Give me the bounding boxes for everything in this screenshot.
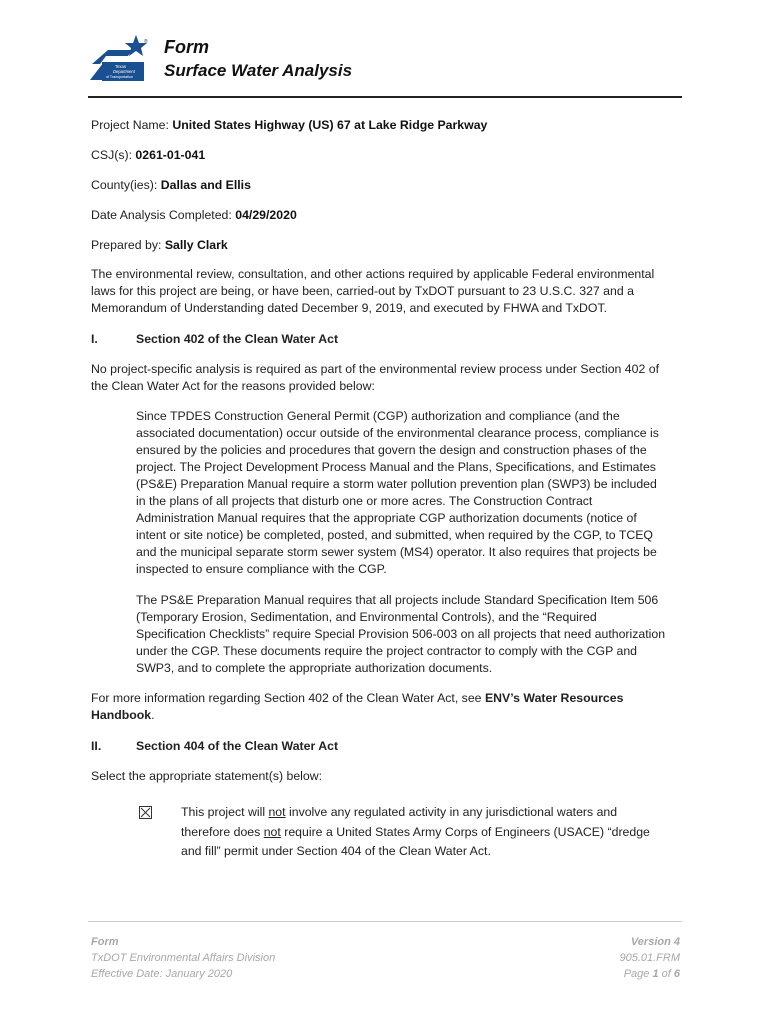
section-1-number: I. xyxy=(91,332,98,346)
p1-line: inspected to ensure compliance with the CGP. xyxy=(136,562,387,576)
section-2-title: Section 404 of the Clean Water Act xyxy=(136,739,339,753)
footer-version: Version 4 xyxy=(630,936,680,948)
statement-line-2 xyxy=(181,823,651,843)
registered-mark: ® xyxy=(144,39,148,45)
checkbox-x-icon xyxy=(140,807,151,818)
csj-row xyxy=(91,147,205,164)
intro-line: laws for this project are being, or have been, carried-out by TxDOT pursuant to 23 U.S.C. 327 and a xyxy=(91,284,634,298)
prepared-row xyxy=(91,237,228,254)
page-current: 1 xyxy=(652,968,659,980)
csj-value: 0261-01-041 xyxy=(135,148,206,162)
p2-line: SWP3, and to complete the appropriate authorization documents. xyxy=(136,661,493,675)
document-header xyxy=(88,34,682,98)
section-1-title: Section 402 of the Clean Water Act xyxy=(136,332,339,346)
page-of: of xyxy=(658,968,674,980)
no-regulated-activity-statement xyxy=(181,803,651,862)
date-value: 04/29/2020 xyxy=(235,208,297,222)
intro-paragraph xyxy=(91,266,679,317)
project-name-value: United States Highway (US) 67 at Lake Ridge Parkway xyxy=(172,118,488,132)
p2-line: Specification Checklists” require Special Provision 506-003 on all projects that need authorization xyxy=(136,627,666,641)
statement-emphasis: not xyxy=(263,824,281,839)
section-1-paragraph-2 xyxy=(136,592,686,677)
p1-line: associated documentation) occur outside of the environmental clearance process, compliance is xyxy=(136,426,659,440)
footer-effective-date: Effective Date: January 2020 xyxy=(91,968,233,980)
statement-text: involve any regulated activity in any jurisdictional waters and xyxy=(285,805,618,819)
p1-line: and the municipal separate storm sewer system (MS4) operator. It also requires that projects be xyxy=(136,545,657,559)
prepared-label: Prepared by: xyxy=(91,238,162,252)
form-title: Surface Water Analysis xyxy=(164,61,353,80)
no-regulated-activity-checkbox[interactable] xyxy=(139,806,152,819)
footer-page-number xyxy=(619,966,680,982)
csj-label: CSJ(s): xyxy=(91,148,132,162)
p1-line: Since TPDES Construction General Permit (CGP) authorization and compliance (and the xyxy=(136,409,620,423)
logo-text-1: Texas xyxy=(115,64,126,69)
section-1-lead-line: the Clean Water Act for the reasons provided below: xyxy=(91,379,375,393)
section-1-paragraph-1 xyxy=(136,408,686,578)
form-label: Form xyxy=(164,37,209,57)
section-1-lead-line: No project-specific analysis is required as part of the environmental review process under Section 402 of xyxy=(91,362,659,376)
p1-line: ensured by the policies and procedures that govern the design and construction phases of the xyxy=(136,443,647,457)
p2-line: (Temporary Erosion, Sedimentation, and Environmental Controls), and the “Required xyxy=(136,610,597,624)
water-resources-link[interactable]: ENV’s Water Resources xyxy=(484,691,624,705)
p1-line: in the plans of all projects that disturb one or more acres. The Construction Contract xyxy=(136,494,593,508)
date-row xyxy=(91,207,297,224)
counties-value: Dallas and Ellis xyxy=(160,178,251,192)
footer-form-code: 905.01.FRM xyxy=(619,952,680,964)
statement-text: therefore does xyxy=(181,824,264,839)
document-footer xyxy=(88,921,682,980)
footer-form: Form xyxy=(91,936,119,948)
intro-line: The environmental review, consultation, and other actions required by applicable Federal environmental xyxy=(91,267,655,281)
section-2-number: II. xyxy=(91,739,102,753)
p2-line: The PS&E Preparation Manual requires that all projects include Standard Specification Item 506 xyxy=(136,593,659,607)
statement-emphasis: not xyxy=(268,805,286,819)
p1-line: (PS&E) Preparation Manual require a storm water pollution prevention plan (SWP3) be included xyxy=(136,477,657,491)
p1-line: Administration Manual requires that the appropriate CGP authorization documents (notice of xyxy=(136,511,637,525)
p2-line: under the CGP. These documents require the project contractor to comply with the CGP and xyxy=(136,644,638,658)
statement-text: require a United States Army Corps of Engineers (USACE) “dredge xyxy=(280,824,650,839)
txdot-logo xyxy=(88,34,150,82)
p1-line: project. The Project Development Process Manual and the Plans, Specifications, and Estimates xyxy=(136,460,656,474)
p1-line: intent or site notice) be completed, posted, and submitted, when required by the CGP, to TCEQ xyxy=(136,528,653,542)
footer-right xyxy=(619,934,680,982)
footer-left xyxy=(91,934,275,982)
statement-line-1 xyxy=(181,803,651,823)
more-info-paragraph xyxy=(91,690,679,724)
intro-line: Memorandum of Understanding dated December 9, 2019, and executed by FHWA and TxDOT. xyxy=(91,301,608,315)
logo-text-2: Department xyxy=(113,69,135,74)
project-name-label: Project Name: xyxy=(91,118,169,132)
section-1-lead xyxy=(91,361,679,395)
counties-row xyxy=(91,177,251,194)
more-info-text: For more information regarding Section 402 of the Clean Water Act, see xyxy=(91,691,485,705)
date-label: Date Analysis Completed: xyxy=(91,208,232,222)
prepared-value: Sally Clark xyxy=(164,238,228,252)
page-total: 6 xyxy=(673,968,680,980)
more-info-end: . xyxy=(151,708,155,722)
logo-text-3: of Transportation xyxy=(106,75,133,79)
project-name-row xyxy=(91,117,487,134)
page-label: Page xyxy=(623,968,653,980)
section-2-lead: Select the appropriate statement(s) below: xyxy=(91,769,323,783)
footer-division: TxDOT Environmental Affairs Division xyxy=(91,952,276,964)
handbook-link[interactable]: Handbook xyxy=(91,708,152,722)
statement-text: This project will xyxy=(181,805,269,819)
statement-line-3: and fill” permit under Section 404 of the Clean Water Act. xyxy=(181,844,491,858)
counties-label: County(ies): xyxy=(91,178,158,192)
